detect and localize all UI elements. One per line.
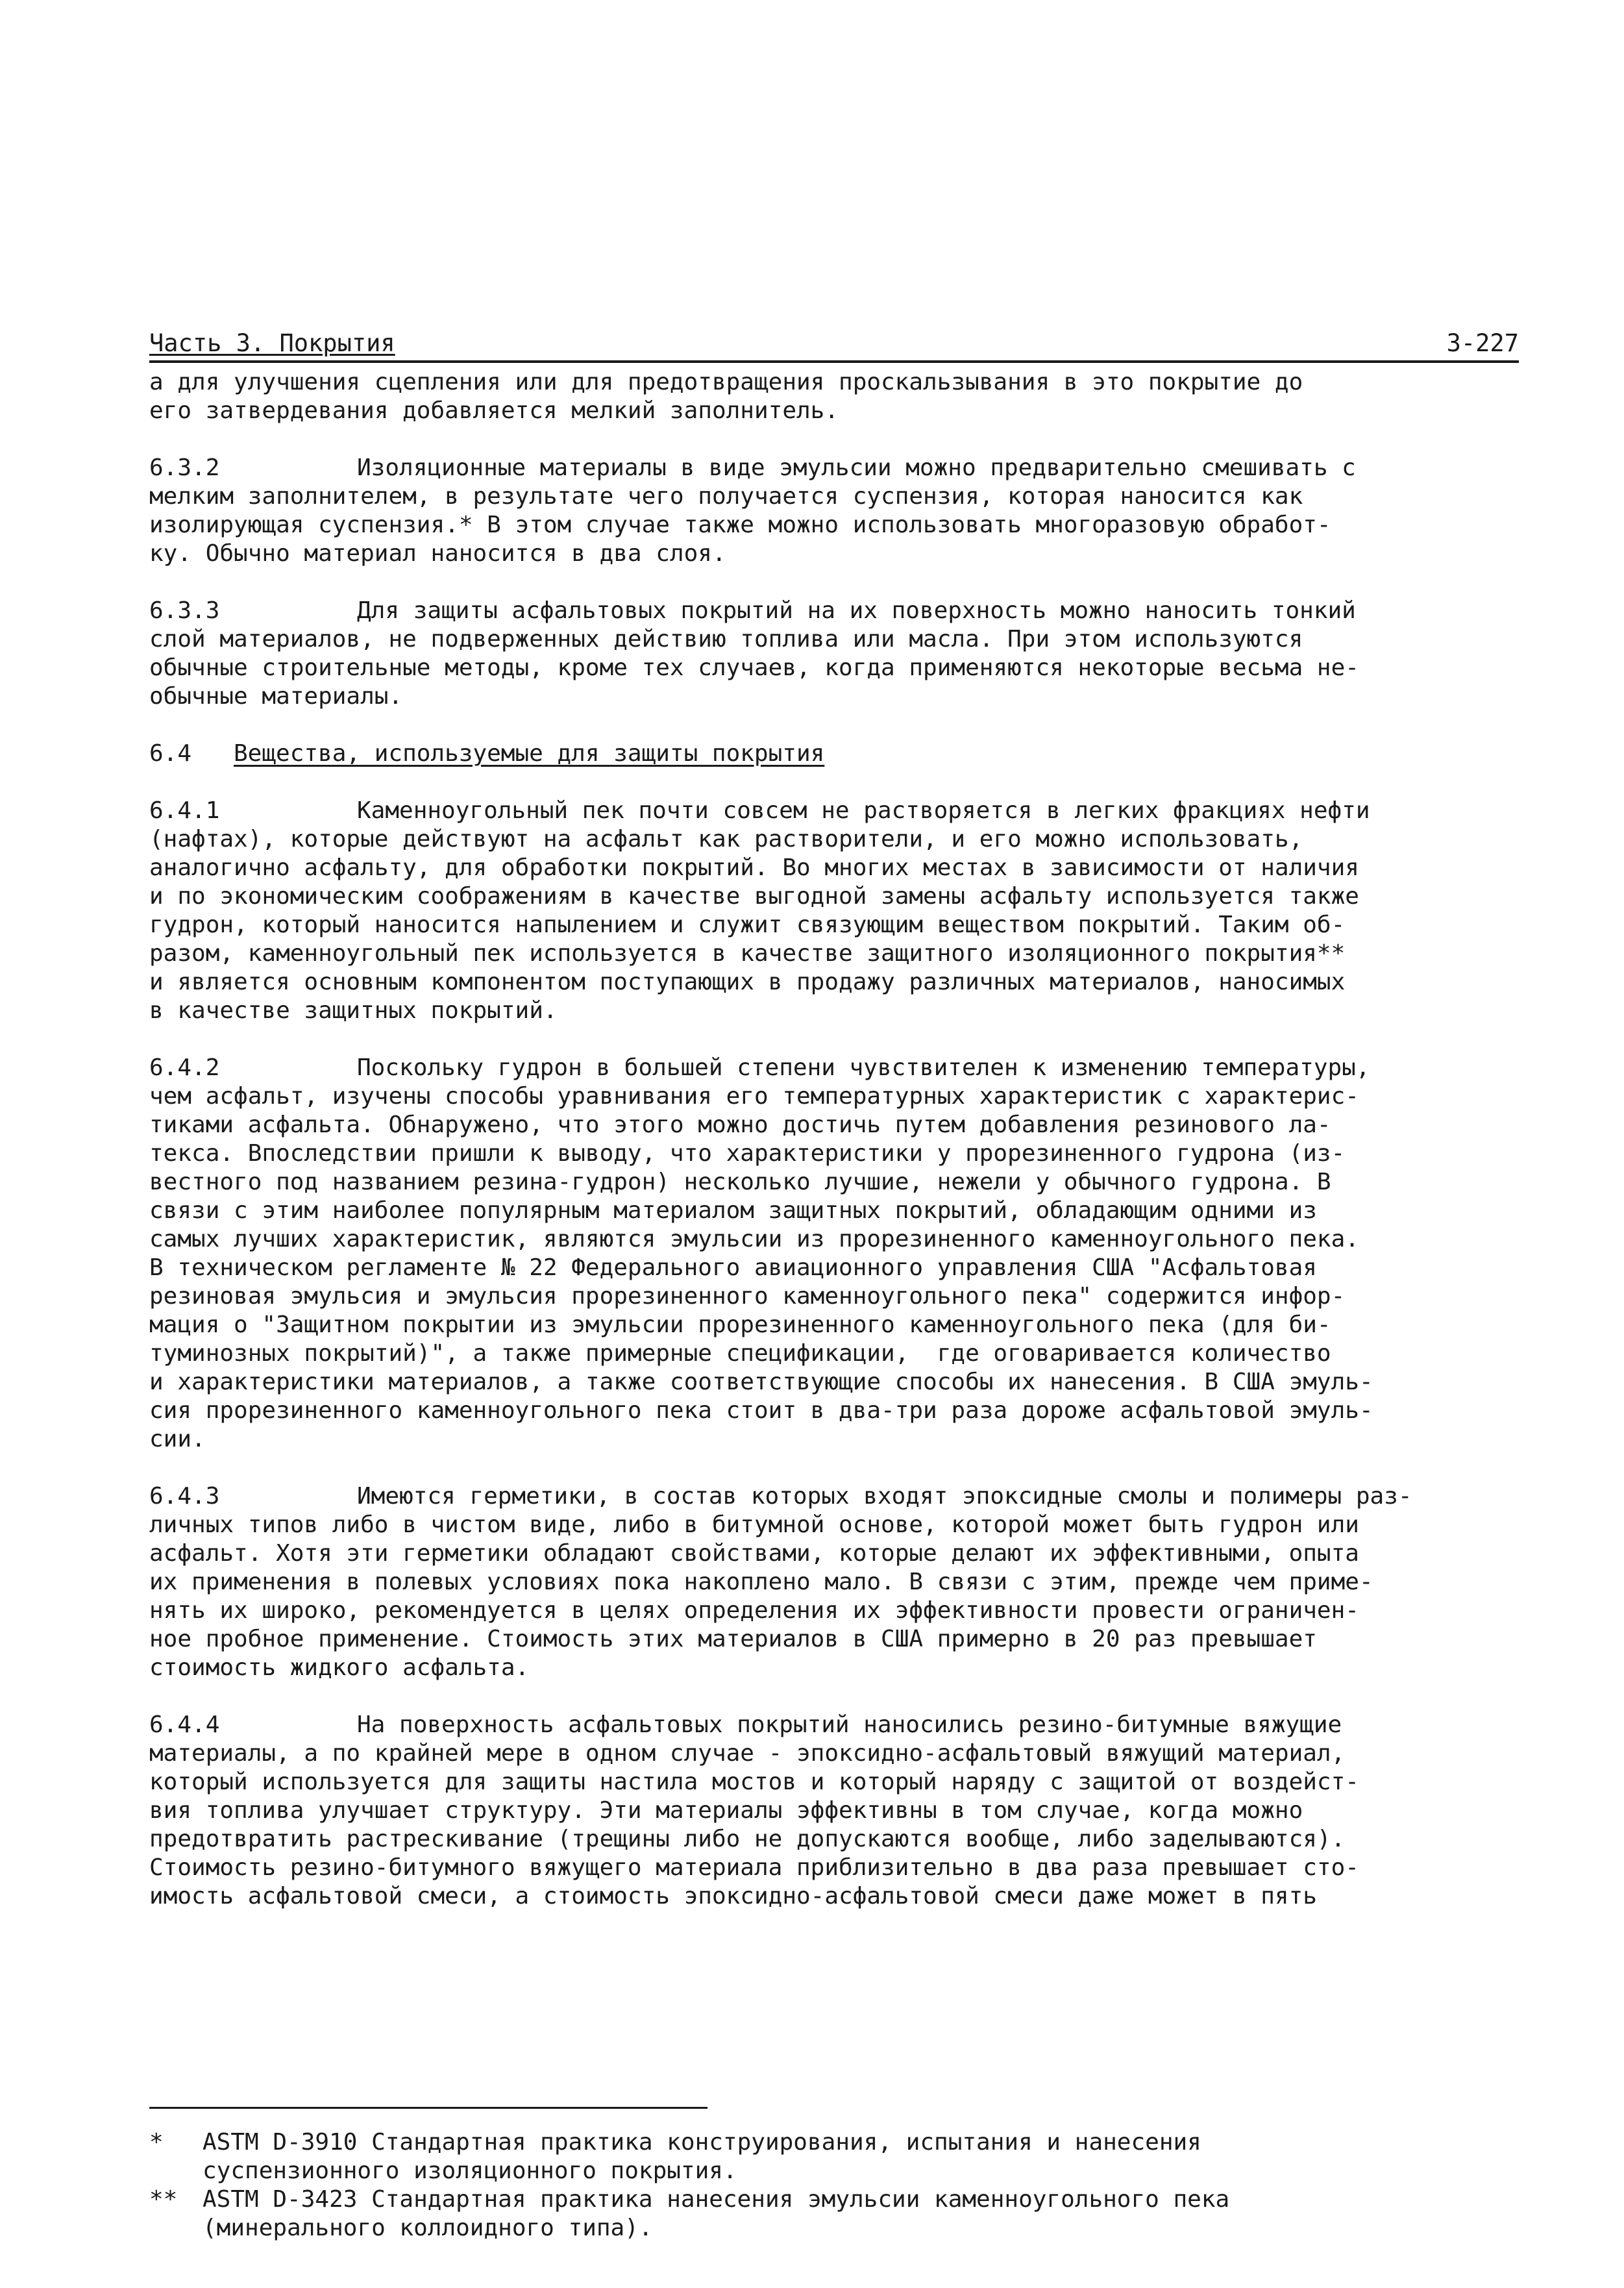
paragraph-text: Поскольку гудрон в большей степени чувствителен к изменению температуры, чем асфальт, изучены способы уравнивания его температурных характеристик с характерис- тиками асфальта. Обнаружено, что этого можно достичь путем добавления резинового ла- текса. Впоследствии пришли к выводу, что характеристики у прорезиненного гудрона (из- вестного под названием резина-гудрон) несколько лучшие, нежели у обычного гудрона. В связи с этим наиболее популярным материалом защитных покрытий, обладающим одними из самых лучших характеристик, являются эмульсии из прорезиненного каменноугольного пека. В техническом регламенте № 22 Федерального авиационного управления США "Асфальтовая резиновая эмульсия и эмульсия прорезиненного каменноугольного пека" содержится инфор- мация о "Защитном покрытии из эмульсии прорезиненного каменноугольного пека (для би- туминозных покрытий)", а также примерные спецификации, где оговаривается количество и характеристики материалов, а также соответствующие способы их нанесения. В США эмуль- сия прорезиненного каменноугольного пека стоит в два-три раза дороже асфальтовой эмуль- сии.	[149, 1054, 1373, 1452]
footnotes	[149, 2107, 1519, 2243]
paragraph-text: Изоляционные материалы в виде эмульсии можно предварительно смешивать с мелким заполнителем, в результате чего получается суспензия, которая наносится как изолирующая суспензия.* В этом случае также можно использовать многоразовую обработ- ку. Обычно материал наносится в два слоя.	[149, 454, 1356, 567]
footnote-mark: *	[149, 2129, 164, 2156]
paragraph-6-3-3	[149, 597, 1519, 711]
footnote-text: ASTM D-3423 Стандартная практика нанесения эмульсии каменноугольного пека (минерального коллоидного типа).	[203, 2186, 1230, 2241]
paragraph-number: 6.4.4	[149, 1711, 220, 1738]
paragraph-number: 6.3.2	[149, 454, 220, 481]
footnote-mark: **	[149, 2186, 178, 2213]
section-number: 6.4	[149, 740, 192, 767]
paragraph-6-4-2	[149, 1054, 1519, 1454]
paragraph-text: На поверхность асфальтовых покрытий наносились резино-битумные вяжущие материалы, а по крайней мере в одном случае - эпоксидно-асфальтовый вяжущий материал, который используется для защиты настила мостов и который наряду с защитой от воздейст- вия топлива улучшает структуру. Эти материалы эффективны в том случае, когда можно предотвратить растрескивание (трещины либо не допускаются вообще, либо заделываются). Стоимость резино-битумного вяжущего материала приблизительно в два раза превышает сто- имость асфальтовой смеси, а стоимость эпоксидно-асфальтовой смеси даже может в пять	[149, 1711, 1359, 1909]
paragraph-number: 6.3.3	[149, 597, 220, 624]
paragraph-number: 6.4.1	[149, 797, 220, 824]
paragraph-number: 6.4.2	[149, 1054, 220, 1081]
chapter-title: Часть 3. Покрытия	[149, 329, 395, 357]
paragraph-6-4-1	[149, 797, 1519, 1025]
footnote-2	[149, 2185, 1519, 2243]
footnote-1	[149, 2128, 1519, 2185]
page-number: 3-227	[1446, 329, 1519, 357]
paragraph-text: Для защиты асфальтовых покрытий на их поверхность можно наносить тонкий слой материалов, не подверженных действию топлива или масла. При этом используются обычные строительные методы, кроме тех случаев, когда применяются некоторые весьма не- обычные материалы.	[149, 597, 1359, 710]
paragraph-6-4-4	[149, 1711, 1519, 1911]
paragraph-text: Каменноугольный пек почти совсем не растворяется в легких фракциях нефти (нафтах), которые действуют на асфальт как растворители, и его можно использовать, аналогично асфальту, для обработки покрытий. Во многих местах в зависимости от наличия и по экономическим соображениям в качестве выгодной замены асфальту используется также гудрон, который наносится напылением и служит связующим веществом покрытий. Таким об- разом, каменноугольный пек используется в качестве защитного изоляционного покрытия** и является основным компонентом поступающих в продажу различных материалов, наносимых в качестве защитных покрытий.	[149, 797, 1370, 1024]
document-page	[149, 328, 1519, 1911]
footnote-divider	[149, 2107, 707, 2109]
intro-paragraph: а для улучшения сцепления или для предотвращения проскальзывания в это покрытие до его затвердевания добавляется мелкий заполнитель.	[149, 369, 1303, 424]
page-header	[149, 328, 1519, 363]
section-title: Вещества, используемые для защиты покрытия	[234, 740, 825, 767]
section-heading	[149, 740, 1519, 768]
footnote-text: ASTM D-3910 Стандартная практика конструирования, испытания и нанесения суспензионного изоляционного покрытия.	[203, 2129, 1201, 2184]
paragraph-number: 6.4.3	[149, 1483, 220, 1510]
paragraph-6-4-3	[149, 1482, 1519, 1682]
paragraph-text: Имеются герметики, в состав которых входят эпоксидные смолы и полимеры раз- личных типов либо в чистом виде, либо в битумной основе, которой может быть гудрон или асфальт. Хотя эти герметики обладают свойствами, которые делают их эффективными, опыта их применения в полевых условиях пока накоплено мало. В связи с этим, прежде чем приме- нять их широко, рекомендуется в целях определения их эффективности провести ограничен- ное пробное применение. Стоимость этих материалов в США примерно в 20 раз превышает стоимость жидкого асфальта.	[149, 1483, 1412, 1681]
paragraph-6-3-2	[149, 454, 1519, 568]
